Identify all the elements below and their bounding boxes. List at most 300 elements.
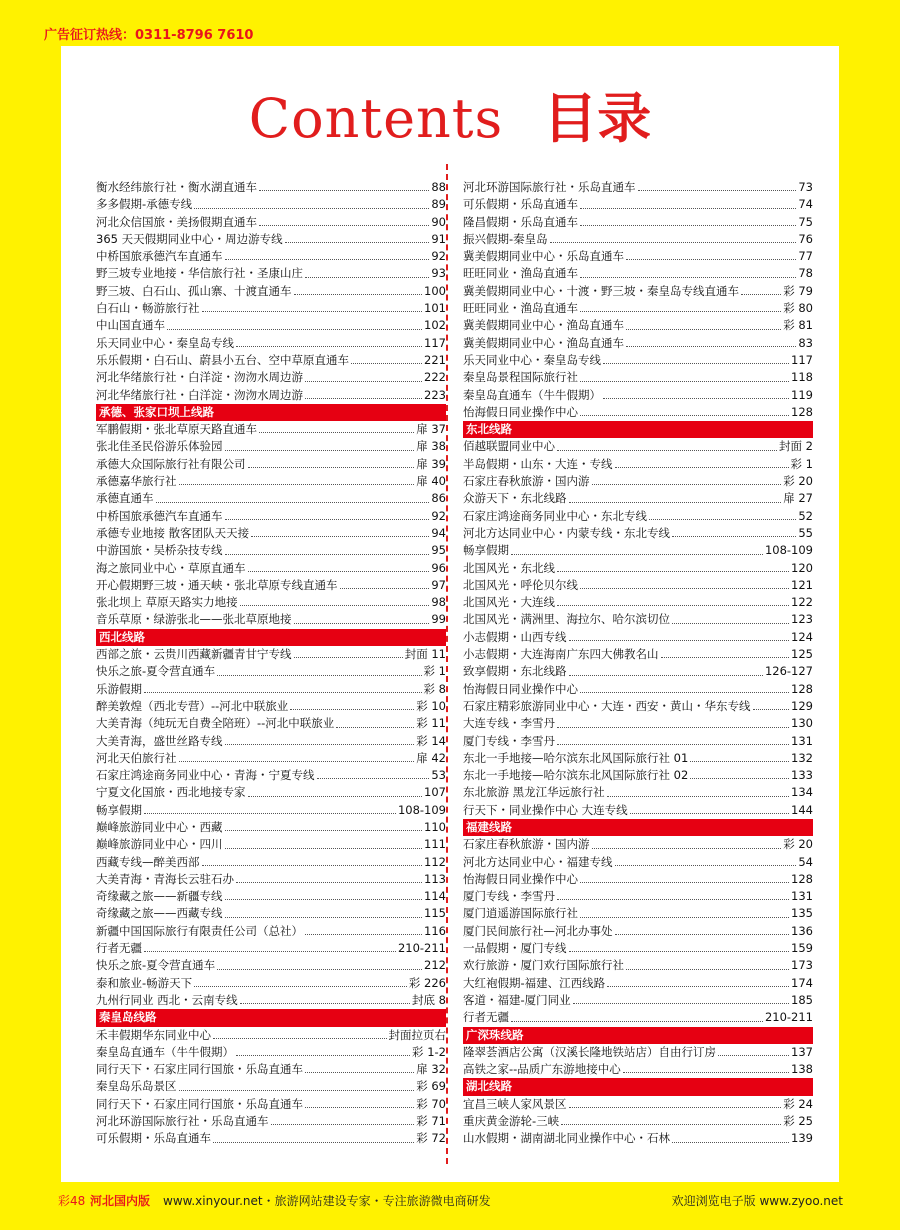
dot-leader	[236, 882, 422, 883]
entry-title: 石家庄鸿途商务同业中心・东北专线	[463, 508, 647, 523]
entry-page: 89	[431, 197, 446, 212]
entry-page: 76	[798, 231, 813, 246]
toc-entry[interactable]	[463, 352, 813, 369]
dot-leader	[225, 899, 423, 900]
entry-title: 多多假期-承德专线	[96, 197, 193, 212]
entry-page: 封面 2	[779, 439, 813, 454]
entry-page: 彩 14	[416, 733, 446, 748]
toc-entry[interactable]	[96, 957, 446, 974]
entry-page: 彩 226	[408, 975, 446, 990]
toc-entry[interactable]	[463, 473, 813, 490]
dot-leader	[557, 605, 789, 606]
toc-entry[interactable]	[96, 923, 446, 940]
entry-title: 快乐之旅-夏令营直通车	[96, 664, 216, 679]
dot-leader	[638, 190, 797, 191]
dot-leader	[511, 1021, 763, 1022]
toc-entry[interactable]	[463, 888, 813, 905]
entry-page: 139	[791, 1131, 813, 1146]
dot-leader	[580, 208, 796, 209]
toc-entry[interactable]	[96, 681, 446, 698]
dot-leader	[569, 640, 790, 641]
entry-title: 厦门专线・李雪丹	[463, 889, 555, 904]
entry-title: 北国风光・呼伦贝尔线	[463, 577, 578, 592]
entry-title: 振兴假期-秦皇岛	[463, 231, 548, 246]
toc-entry[interactable]	[463, 179, 813, 196]
toc-entry[interactable]	[96, 283, 446, 300]
entry-page: 119	[791, 387, 813, 402]
toc-entry[interactable]	[96, 335, 446, 352]
toc-entry[interactable]	[96, 888, 446, 905]
dot-leader	[626, 259, 796, 260]
entry-page: 彩 20	[783, 474, 813, 489]
toc-entry[interactable]	[463, 1009, 813, 1026]
toc-entry[interactable]	[96, 594, 446, 611]
toc-entry[interactable]	[96, 854, 446, 871]
toc-entry[interactable]	[96, 1044, 446, 1061]
toc-entry[interactable]	[96, 750, 446, 767]
dot-leader	[569, 502, 782, 503]
toc-entry[interactable]	[463, 387, 813, 404]
dot-leader	[248, 467, 415, 468]
toc-entry[interactable]	[96, 300, 446, 317]
toc-entry[interactable]	[96, 1061, 446, 1078]
dot-leader	[156, 502, 430, 503]
entry-page: 117	[424, 335, 446, 350]
entry-page: 111	[424, 837, 446, 852]
dot-leader	[179, 761, 415, 762]
entry-page: 135	[791, 906, 813, 921]
toc-entry[interactable]	[96, 179, 446, 196]
entry-title: 大连专线・李雪丹	[463, 716, 555, 731]
entry-page: 174	[791, 975, 813, 990]
entry-page: 彩 24	[783, 1096, 813, 1111]
entry-page: 彩 81	[783, 318, 813, 333]
dot-leader	[580, 692, 789, 693]
dot-leader	[607, 986, 789, 987]
dot-leader	[167, 329, 422, 330]
dot-leader	[690, 778, 789, 779]
toc-entry[interactable]	[96, 940, 446, 957]
toc-entry[interactable]	[96, 733, 446, 750]
entry-title: 大美青海，盛世丝路专线	[96, 733, 223, 748]
entry-page: 124	[791, 629, 813, 644]
entry-title: 山水假期・湖南湖北同业操作中心・石林	[463, 1131, 670, 1146]
contents-page	[61, 46, 839, 1182]
entry-page: 75	[798, 214, 813, 229]
toc-entry[interactable]	[463, 490, 813, 507]
dot-leader	[305, 398, 422, 399]
dot-leader	[615, 865, 797, 866]
entry-page: 78	[798, 266, 813, 281]
dot-leader	[225, 917, 423, 918]
entry-page: 116	[424, 923, 446, 938]
entry-title: 石家庄春秋旅游・国内游	[463, 474, 590, 489]
toc-entry[interactable]	[463, 1061, 813, 1078]
entry-title: 宁夏文化国旅・西北地接专家	[96, 785, 246, 800]
entry-page: 彩 70	[416, 1096, 446, 1111]
dot-leader	[351, 363, 422, 364]
dot-leader	[569, 675, 763, 676]
toc-entry[interactable]	[463, 335, 813, 352]
entry-title: 中游国旅・吴桥杂技专线	[96, 543, 223, 558]
dot-leader	[718, 1055, 789, 1056]
toc-entry[interactable]	[463, 975, 813, 992]
entry-page: 彩 10	[416, 698, 446, 713]
toc-entry[interactable]	[96, 784, 446, 801]
entry-page: 彩 8	[423, 681, 446, 696]
dot-leader	[213, 1142, 414, 1143]
dot-leader	[580, 277, 796, 278]
entry-page: 144	[791, 802, 813, 817]
entry-page: 96	[431, 560, 446, 575]
toc-entry[interactable]	[463, 438, 813, 455]
dot-leader	[251, 536, 429, 537]
toc-entry[interactable]	[463, 836, 813, 853]
toc-entry[interactable]	[96, 248, 446, 265]
toc-entry[interactable]	[96, 905, 446, 922]
toc-entry[interactable]	[96, 387, 446, 404]
toc-entry[interactable]	[463, 940, 813, 957]
dot-leader	[305, 934, 422, 935]
entry-page: 128	[791, 871, 813, 886]
toc-entry[interactable]	[463, 923, 813, 940]
dot-leader	[630, 813, 789, 814]
entry-title: 行者无疆	[463, 1010, 509, 1025]
section-header: 福建线路	[463, 819, 813, 836]
entry-page: 102	[424, 318, 446, 333]
dot-leader	[561, 1124, 781, 1125]
toc-entry[interactable]	[463, 750, 813, 767]
toc-entry[interactable]	[96, 196, 446, 213]
entry-title: 致享假期・东北线路	[463, 664, 567, 679]
entry-title: 新疆中国国际旅行有限责任公司（总社）	[96, 923, 303, 938]
toc-entry[interactable]	[463, 560, 813, 577]
dot-leader	[580, 882, 789, 883]
entry-page: 彩 1-2	[412, 1044, 446, 1059]
entry-page: 121	[791, 577, 813, 592]
entry-page: 86	[431, 491, 446, 506]
entry-title: 泰和旅业-畅游天下	[96, 975, 193, 990]
entry-title: 承德嘉华旅行社	[96, 474, 177, 489]
entry-title: 奇缘藏之旅——新疆专线	[96, 889, 223, 904]
toc-entry[interactable]	[463, 404, 813, 421]
entry-title: 承德大众国际旅行社有限公司	[96, 456, 246, 471]
entry-page: 117	[791, 352, 813, 367]
entry-page: 138	[791, 1062, 813, 1077]
toc-entry[interactable]	[463, 854, 813, 871]
entry-page: 99	[431, 612, 446, 627]
toc-entry[interactable]	[96, 871, 446, 888]
toc-entry[interactable]	[96, 265, 446, 282]
toc-entry[interactable]	[463, 611, 813, 628]
toc-entry[interactable]	[96, 577, 446, 594]
toc-entry[interactable]	[96, 715, 446, 732]
toc-entry[interactable]	[96, 767, 446, 784]
toc-entry[interactable]	[96, 1113, 446, 1130]
toc-entry[interactable]	[463, 681, 813, 698]
entry-page: 彩 79	[783, 283, 813, 298]
dot-leader	[626, 969, 789, 970]
toc-entry[interactable]	[96, 1130, 446, 1147]
toc-entry[interactable]	[463, 214, 813, 231]
dot-leader	[569, 1107, 782, 1108]
toc-entry[interactable]	[463, 594, 813, 611]
entry-title: 大红袍假期-福建、江西线路	[463, 975, 606, 990]
dot-leader	[580, 415, 789, 416]
dot-leader	[580, 381, 789, 382]
dot-leader	[248, 571, 430, 572]
toc-entry[interactable]	[463, 577, 813, 594]
toc-entry[interactable]	[96, 473, 446, 490]
entry-title: 冀美假期同业中心・十渡・野三坡・秦皇岛专线直通车	[463, 283, 739, 298]
toc-entry[interactable]	[463, 957, 813, 974]
entry-title: 九州行同业 西北・云南专线	[96, 992, 238, 1007]
entry-title: 河北方达同业中心・福建专线	[463, 854, 613, 869]
toc-entry[interactable]	[96, 992, 446, 1009]
toc-entry[interactable]	[463, 1130, 813, 1147]
dot-leader	[672, 536, 796, 537]
dot-leader	[305, 381, 422, 382]
dot-leader	[144, 692, 422, 693]
toc-entry[interactable]	[96, 1096, 446, 1113]
toc-entry[interactable]	[463, 1096, 813, 1113]
entry-title: 厦门逍遥游国际旅行社	[463, 906, 578, 921]
entry-page: 122	[791, 595, 813, 610]
entry-title: 大美青海・青海长云驻石办	[96, 871, 234, 886]
entry-page: 77	[798, 249, 813, 264]
dot-leader	[217, 969, 422, 970]
entry-page: 134	[791, 785, 813, 800]
entry-title: 同行天下・石家庄同行国旅・乐岛直通车	[96, 1062, 303, 1077]
toc-entry[interactable]	[96, 231, 446, 248]
entry-page: 120	[791, 560, 813, 575]
dot-leader	[217, 675, 421, 676]
entry-page: 封底 8	[412, 992, 446, 1007]
toc-entry[interactable]	[463, 1044, 813, 1061]
dot-leader	[248, 796, 423, 797]
page-footer	[0, 1192, 900, 1212]
entry-title: 海之旅同业中心・草原直通车	[96, 560, 246, 575]
toc-entry[interactable]	[463, 300, 813, 317]
toc-entry[interactable]	[96, 317, 446, 334]
toc-entry[interactable]	[96, 369, 446, 386]
toc-entry[interactable]	[96, 542, 446, 559]
dot-leader	[225, 554, 430, 555]
entry-title: 承德直通车	[96, 491, 154, 506]
toc-entry[interactable]	[463, 283, 813, 300]
entry-title: 军鹏假期・张北草原天路直通车	[96, 422, 257, 437]
entry-page: 扉 39	[416, 456, 446, 471]
toc-entry[interactable]	[96, 352, 446, 369]
entry-page: 74	[798, 197, 813, 212]
dot-leader	[603, 398, 789, 399]
toc-left-column	[96, 179, 446, 1148]
entry-page: 112	[424, 854, 446, 869]
entry-title: 河北环游国际旅行社・乐岛直通车	[463, 180, 636, 194]
entry-page: 118	[791, 370, 813, 385]
entry-title: 乐天同业中心・秦皇岛专线	[463, 352, 601, 367]
toc-entry[interactable]	[463, 646, 813, 663]
toc-entry[interactable]	[463, 663, 813, 680]
dot-leader	[573, 1003, 789, 1004]
page-title	[61, 76, 839, 153]
entry-title: 乐游假期	[96, 681, 142, 696]
dot-leader	[290, 709, 414, 710]
entry-page: 107	[424, 785, 446, 800]
entry-title: 行天下・同业操作中心 大连专线	[463, 802, 628, 817]
entry-page: 73	[798, 180, 813, 194]
dot-leader	[672, 1142, 789, 1143]
toc-entry[interactable]	[463, 525, 813, 542]
entry-title: 河北众信国旅・美扬假期直通车	[96, 214, 257, 229]
toc-entry[interactable]	[463, 231, 813, 248]
entry-title: 中桥国旅承德汽车直通车	[96, 508, 223, 523]
footer-site: 欢迎浏览电子版 www.zyoo.net	[671, 1194, 843, 1208]
toc-entry[interactable]	[463, 317, 813, 334]
entry-page: 223	[424, 387, 446, 402]
dot-leader	[225, 450, 415, 451]
dot-leader	[580, 917, 789, 918]
page-number: 彩48	[58, 1194, 86, 1208]
dot-leader	[236, 1055, 410, 1056]
entry-title: 宜昌三峡人家风景区	[463, 1096, 567, 1111]
entry-title: 365 天天假期同业中心・周边游专线	[96, 231, 283, 246]
entry-title: 河北方达同业中心・内蒙专线・东北专线	[463, 525, 670, 540]
toc-entry[interactable]	[463, 248, 813, 265]
toc-entry[interactable]	[463, 1113, 813, 1130]
entry-page: 221	[424, 352, 446, 367]
dot-leader	[294, 294, 423, 295]
entry-title: 音乐草原・绿游张北——张北草原地接	[96, 612, 292, 627]
dot-leader	[557, 727, 789, 728]
toc-entry[interactable]	[463, 265, 813, 282]
dot-leader	[557, 744, 789, 745]
section-header: 西北线路	[96, 629, 446, 646]
toc-entry[interactable]	[96, 698, 446, 715]
toc-entry[interactable]	[463, 196, 813, 213]
entry-page: 137	[791, 1044, 813, 1059]
entry-page: 123	[791, 612, 813, 627]
toc-entry[interactable]	[96, 836, 446, 853]
entry-title: 秦皇岛景程国际旅行社	[463, 370, 578, 385]
toc-entry[interactable]	[463, 905, 813, 922]
entry-page: 52	[798, 508, 813, 523]
toc-entry[interactable]	[96, 525, 446, 542]
entry-page: 101	[424, 301, 446, 316]
entry-page: 93	[431, 266, 446, 281]
title-chinese: 目录	[543, 87, 652, 150]
entry-page: 83	[798, 335, 813, 350]
entry-page: 113	[424, 871, 446, 886]
entry-page: 159	[791, 941, 813, 956]
dot-leader	[511, 554, 763, 555]
entry-title: 隆昌假期・乐岛直通车	[463, 214, 578, 229]
toc-entry[interactable]	[463, 369, 813, 386]
entry-page: 92	[431, 249, 446, 264]
entry-title: 冀美假期同业中心・渔岛直通车	[463, 335, 624, 350]
entry-page: 53	[431, 768, 446, 783]
toc-entry[interactable]	[463, 698, 813, 715]
dot-leader	[179, 484, 415, 485]
toc-entry[interactable]	[463, 733, 813, 750]
entry-title: 佰越联盟同业中心	[463, 439, 555, 454]
entry-title: 重庆黄金游轮-三峡	[463, 1114, 560, 1129]
title-english: Contents	[248, 87, 504, 150]
toc-entry[interactable]	[96, 214, 446, 231]
toc-right-column	[463, 179, 813, 1148]
toc-entry[interactable]	[96, 421, 446, 438]
entry-title: 行者无疆	[96, 941, 142, 956]
dot-leader	[317, 778, 430, 779]
entry-page: 173	[791, 958, 813, 973]
toc-entry[interactable]	[96, 490, 446, 507]
toc-entry[interactable]	[463, 629, 813, 646]
entry-page: 125	[791, 647, 813, 662]
entry-page: 131	[791, 889, 813, 904]
toc-entry[interactable]	[463, 784, 813, 801]
toc-entry[interactable]	[463, 508, 813, 525]
entry-page: 54	[798, 854, 813, 869]
toc-entry[interactable]	[96, 975, 446, 992]
entry-page: 130	[791, 716, 813, 731]
toc-entry[interactable]	[96, 802, 446, 819]
section-header: 湖北线路	[463, 1078, 813, 1095]
entry-page: 扉 42	[416, 750, 446, 765]
toc-entry[interactable]	[463, 456, 813, 473]
entry-title: 承德专业地接 散客团队天天接	[96, 525, 250, 540]
entry-title: 西部之旅・云贵川西藏新疆青甘宁专线	[96, 647, 292, 662]
entry-title: 大美青海（纯玩无自费全陪班）--河北中联旅业	[96, 716, 335, 731]
toc-entry[interactable]	[96, 1078, 446, 1095]
toc-entry[interactable]	[463, 802, 813, 819]
toc-entry[interactable]	[96, 508, 446, 525]
toc-entry[interactable]	[463, 767, 813, 784]
entry-page: 彩 25	[783, 1114, 813, 1129]
toc-entry[interactable]	[96, 438, 446, 455]
entry-page: 97	[431, 577, 446, 592]
toc-entry[interactable]	[463, 715, 813, 732]
dot-leader	[340, 588, 430, 589]
dot-leader	[236, 346, 422, 347]
toc-entry[interactable]	[96, 819, 446, 836]
toc-entry[interactable]	[463, 542, 813, 559]
dot-leader	[305, 277, 429, 278]
dot-leader	[294, 657, 403, 658]
entry-title: 怡海假日同业操作中心	[463, 871, 578, 886]
entry-title: 乐天同业中心・秦皇岛专线	[96, 335, 234, 350]
entry-page: 扉 27	[783, 491, 813, 506]
entry-title: 巅峰旅游同业中心・四川	[96, 837, 223, 852]
toc-entry[interactable]	[96, 560, 446, 577]
dot-leader	[259, 432, 414, 433]
toc-entry[interactable]	[96, 611, 446, 628]
toc-entry[interactable]	[463, 992, 813, 1009]
dot-leader	[557, 571, 789, 572]
toc-entry[interactable]	[96, 456, 446, 473]
toc-entry[interactable]	[463, 871, 813, 888]
entry-title: 可乐假期・乐岛直通车	[96, 1131, 211, 1146]
entry-page: 210-211	[397, 941, 446, 956]
column-divider	[446, 164, 448, 1164]
toc-entry[interactable]	[96, 663, 446, 680]
dot-leader	[240, 1003, 410, 1004]
entry-title: 石家庄春秋旅游・国内游	[463, 837, 590, 852]
entry-title: 怡海假日同业操作中心	[463, 404, 578, 419]
toc-entry[interactable]	[96, 646, 446, 663]
entry-title: 醉美敦煌（西北专营）--河北中联旅业	[96, 698, 289, 713]
toc-entry[interactable]	[96, 1027, 446, 1044]
dot-leader	[271, 1124, 415, 1125]
